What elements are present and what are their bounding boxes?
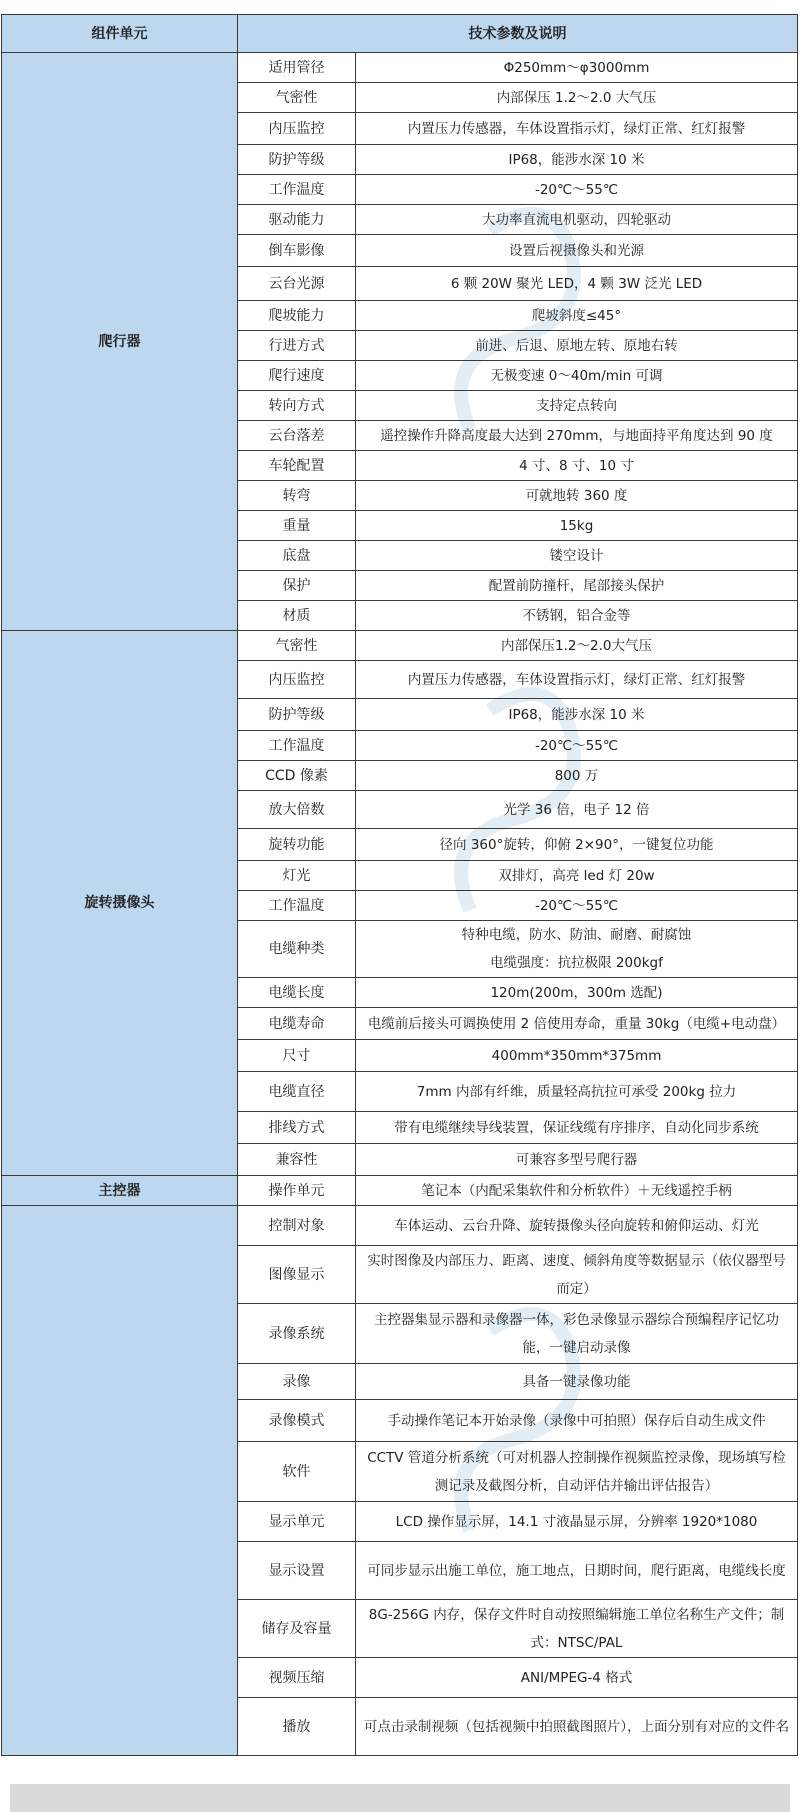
param-description: 内部保压 1.2～2.0 大气压 — [356, 83, 798, 113]
param-name: CCD 像素 — [238, 761, 356, 791]
param-name: 工作温度 — [238, 175, 356, 205]
param-name: 转弯 — [238, 481, 356, 511]
param-description: 实时图像及内部压力、距离、速度、倾斜角度等数据显示（依仪器型号而定） — [356, 1246, 798, 1304]
param-description: 遥控操作升降高度最大达到 270mm，与地面持平角度达到 90 度 — [356, 421, 798, 451]
param-description: 可点击录制视频（包括视频中拍照截图照片），上面分别有对应的文件名 — [356, 1698, 798, 1756]
param-description: 手动操作笔记本开始录像（录像中可拍照）保存后自动生成文件 — [356, 1400, 798, 1442]
param-name: 灯光 — [238, 861, 356, 891]
param-description: 15kg — [356, 511, 798, 541]
param-description: 镂空设计 — [356, 541, 798, 571]
param-name: 车轮配置 — [238, 451, 356, 481]
param-name: 视频压缩 — [238, 1658, 356, 1698]
param-description: 内部保压1.2～2.0大气压 — [356, 631, 798, 661]
param-name: 电缆长度 — [238, 978, 356, 1008]
footer-bar — [10, 1784, 790, 1812]
param-description: 带有电缆继续导线装置，保证线缆有序排序，自动化同步系统 — [356, 1112, 798, 1144]
param-description: 8G-256G 内存，保存文件时自动按照编辑施工单位名称生产文件；制式：NTSC/PAL — [356, 1600, 798, 1658]
param-name: 工作温度 — [238, 891, 356, 921]
spec-table-container — [1, 14, 797, 1756]
param-name: 防护等级 — [238, 145, 356, 175]
param-name: 旋转功能 — [238, 829, 356, 861]
param-description: 无极变速 0～40m/min 可调 — [356, 361, 798, 391]
param-name: 内压监控 — [238, 113, 356, 145]
param-name: 操作单元 — [238, 1176, 356, 1206]
param-name: 驱动能力 — [238, 205, 356, 235]
param-description: -20℃～55℃ — [356, 891, 798, 921]
param-name: 电缆种类 — [238, 921, 356, 978]
param-description: 6 颗 20W 聚光 LED，4 颗 3W 泛光 LED — [356, 267, 798, 301]
param-name: 适用管径 — [238, 53, 356, 83]
param-name: 图像显示 — [238, 1246, 356, 1304]
param-description: 800 万 — [356, 761, 798, 791]
param-name: 电缆直径 — [238, 1072, 356, 1112]
param-name: 储存及容量 — [238, 1600, 356, 1658]
param-name: 工作温度 — [238, 731, 356, 761]
param-description: 内置压力传感器，车体设置指示灯，绿灯正常、红灯报警 — [356, 113, 798, 145]
param-name: 录像模式 — [238, 1400, 356, 1442]
component-cell: 旋转摄像头 — [2, 631, 238, 1176]
table-row — [2, 1206, 798, 1246]
param-name: 放大倍数 — [238, 791, 356, 829]
table-row — [2, 631, 798, 661]
param-description: 笔记本（内配采集软件和分析软件）＋无线遥控手柄 — [356, 1176, 798, 1206]
param-description: 可兼容多型号爬行器 — [356, 1144, 798, 1176]
param-name: 播放 — [238, 1698, 356, 1756]
param-name: 显示设置 — [238, 1542, 356, 1600]
param-description: 4 寸、8 寸、10 寸 — [356, 451, 798, 481]
param-name: 转向方式 — [238, 391, 356, 421]
param-name: 底盘 — [238, 541, 356, 571]
param-name: 气密性 — [238, 631, 356, 661]
param-description: ANI/MPEG-4 格式 — [356, 1658, 798, 1698]
param-description: 双排灯，高亮 led 灯 20w — [356, 861, 798, 891]
param-name: 显示单元 — [238, 1502, 356, 1542]
param-description: 光学 36 倍，电子 12 倍 — [356, 791, 798, 829]
param-description: 前进、后退、原地左转、原地右转 — [356, 331, 798, 361]
param-name: 重量 — [238, 511, 356, 541]
param-description: 爬坡斜度≤45° — [356, 301, 798, 331]
param-name: 录像系统 — [238, 1304, 356, 1364]
param-description: -20℃～55℃ — [356, 731, 798, 761]
param-name: 兼容性 — [238, 1144, 356, 1176]
table-row — [2, 1176, 798, 1206]
param-name: 内压监控 — [238, 661, 356, 699]
spec-table — [1, 14, 798, 1756]
param-description: 设置后视摄像头和光源 — [356, 235, 798, 267]
param-name: 录像 — [238, 1364, 356, 1400]
param-description: 大功率直流电机驱动，四轮驱动 — [356, 205, 798, 235]
param-description: CCTV 管道分析系统（可对机器人控制操作视频监控录像，现场填写检测记录及截图分析，自动评估并输出评估报告） — [356, 1442, 798, 1502]
param-description: 特种电缆，防水、防油、耐磨、耐腐蚀 电缆强度：抗拉极限 200kgf — [356, 921, 798, 978]
param-description: LCD 操作显示屏，14.1 寸液晶显示屏，分辨率 1920*1080 — [356, 1502, 798, 1542]
param-name: 云台光源 — [238, 267, 356, 301]
param-description: 7mm 内部有纤维，质量轻高抗拉可承受 200kg 拉力 — [356, 1072, 798, 1112]
param-description: 内置压力传感器，车体设置指示灯，绿灯正常、红灯报警 — [356, 661, 798, 699]
component-cell: 爬行器 — [2, 53, 238, 631]
param-name: 云台落差 — [238, 421, 356, 451]
param-description: 车体运动、云台升降、旋转摄像头径向旋转和俯仰运动、灯光 — [356, 1206, 798, 1246]
param-name: 电缆寿命 — [238, 1008, 356, 1040]
param-name: 气密性 — [238, 83, 356, 113]
param-name: 排线方式 — [238, 1112, 356, 1144]
param-description: 具备一键录像功能 — [356, 1364, 798, 1400]
param-description: 120m(200m，300m 选配) — [356, 978, 798, 1008]
param-name: 防护等级 — [238, 699, 356, 731]
param-description: Φ250mm～φ3000mm — [356, 53, 798, 83]
param-description: 配置前防撞杆，尾部接头保护 — [356, 571, 798, 601]
param-description: IP68，能涉水深 10 米 — [356, 145, 798, 175]
param-name: 尺寸 — [238, 1040, 356, 1072]
param-description: -20℃～55℃ — [356, 175, 798, 205]
param-description: 电缆前后接头可调换使用 2 倍使用寿命，重量 30kg（电缆+电动盘） — [356, 1008, 798, 1040]
param-name: 倒车影像 — [238, 235, 356, 267]
param-name: 保护 — [238, 571, 356, 601]
param-name: 控制对象 — [238, 1206, 356, 1246]
header-params: 技术参数及说明 — [238, 15, 798, 53]
component-cell — [2, 1206, 238, 1756]
param-description: 支持定点转向 — [356, 391, 798, 421]
header-component: 组件单元 — [2, 15, 238, 53]
param-name: 行进方式 — [238, 331, 356, 361]
param-name: 爬坡能力 — [238, 301, 356, 331]
param-name: 软件 — [238, 1442, 356, 1502]
param-description: 可就地转 360 度 — [356, 481, 798, 511]
param-description: 不锈钢，铝合金等 — [356, 601, 798, 631]
param-description: 可同步显示出施工单位，施工地点，日期时间，爬行距离，电缆线长度 — [356, 1542, 798, 1600]
param-description: 400mm*350mm*375mm — [356, 1040, 798, 1072]
param-description: 径向 360°旋转，仰俯 2×90°，一键复位功能 — [356, 829, 798, 861]
param-name: 爬行速度 — [238, 361, 356, 391]
param-description: 主控器集显示器和录像器一体，彩色录像显示器综合预编程序记忆功能，一键启动录像 — [356, 1304, 798, 1364]
table-row — [2, 53, 798, 83]
component-cell: 主控器 — [2, 1176, 238, 1206]
param-description: IP68，能涉水深 10 米 — [356, 699, 798, 731]
param-name: 材质 — [238, 601, 356, 631]
